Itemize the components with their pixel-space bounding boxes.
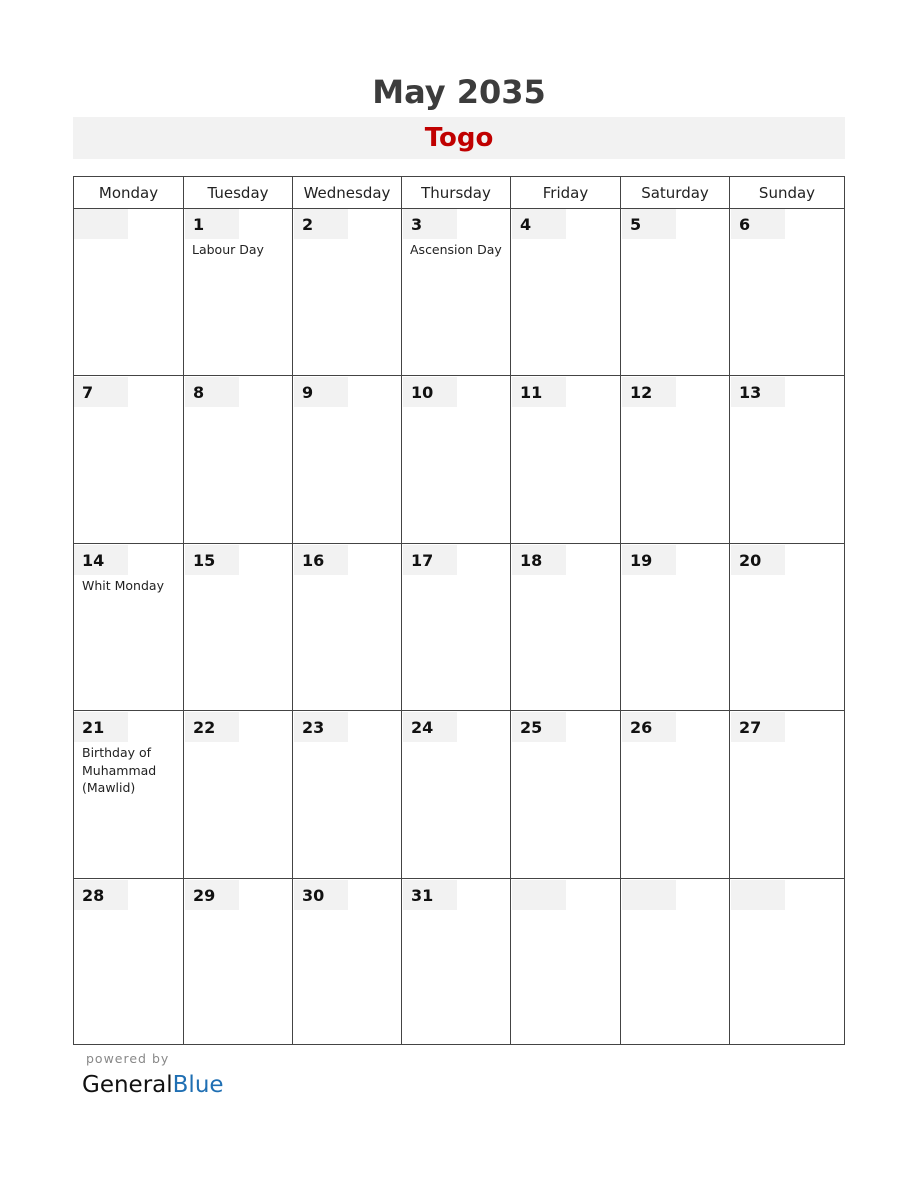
- day-number: 15: [185, 545, 239, 575]
- day-number: 19: [622, 545, 676, 575]
- day-number: 21: [74, 712, 128, 742]
- powered-by-label: powered by: [86, 1051, 170, 1066]
- day-cell-23[interactable]: [292, 710, 401, 877]
- day-number: 1: [185, 209, 239, 239]
- day-number: [512, 880, 566, 910]
- day-number: 29: [185, 880, 239, 910]
- empty-day-cell[interactable]: [74, 208, 183, 375]
- generalblue-logo[interactable]: [82, 1068, 382, 1102]
- day-cell-3[interactable]: [401, 208, 510, 375]
- day-cell-27[interactable]: [729, 710, 844, 877]
- day-number: [74, 209, 128, 239]
- day-number: 24: [403, 712, 457, 742]
- weekday-sunday: Sunday: [729, 177, 844, 208]
- day-cell-8[interactable]: [183, 375, 292, 542]
- day-cell-18[interactable]: [510, 543, 620, 710]
- day-number: 13: [731, 377, 785, 407]
- day-number: [731, 880, 785, 910]
- day-number: 10: [403, 377, 457, 407]
- weekday-saturday: Saturday: [620, 177, 729, 208]
- day-cell-9[interactable]: [292, 375, 401, 542]
- day-cell-4[interactable]: [510, 208, 620, 375]
- day-cell-25[interactable]: [510, 710, 620, 877]
- day-cell-24[interactable]: [401, 710, 510, 877]
- empty-day-cell[interactable]: [510, 878, 620, 1045]
- day-number: 23: [294, 712, 348, 742]
- day-cell-5[interactable]: [620, 208, 729, 375]
- day-number: 8: [185, 377, 239, 407]
- day-cell-29[interactable]: [183, 878, 292, 1045]
- day-number: [622, 880, 676, 910]
- day-number: 6: [731, 209, 785, 239]
- day-cell-2[interactable]: [292, 208, 401, 375]
- day-number: 14: [74, 545, 128, 575]
- weekday-header-row: [74, 177, 844, 209]
- day-number: 5: [622, 209, 676, 239]
- day-number: 9: [294, 377, 348, 407]
- day-cell-12[interactable]: [620, 375, 729, 542]
- day-number: 3: [403, 209, 457, 239]
- day-number: 17: [403, 545, 457, 575]
- day-number: 7: [74, 377, 128, 407]
- holiday-label: Whit Monday: [82, 577, 164, 593]
- empty-day-cell[interactable]: [620, 878, 729, 1045]
- day-number: 30: [294, 880, 348, 910]
- brand-general: General: [82, 1072, 173, 1098]
- day-cell-28[interactable]: [74, 878, 183, 1045]
- day-number: 26: [622, 712, 676, 742]
- day-number: 25: [512, 712, 566, 742]
- day-cell-17[interactable]: [401, 543, 510, 710]
- day-number: 28: [74, 880, 128, 910]
- weekday-friday: Friday: [510, 177, 620, 208]
- weekday-thursday: Thursday: [401, 177, 510, 208]
- day-cell-21[interactable]: [74, 710, 183, 877]
- day-cell-22[interactable]: [183, 710, 292, 877]
- weekday-tuesday: Tuesday: [183, 177, 292, 208]
- day-number: 31: [403, 880, 457, 910]
- day-cell-20[interactable]: [729, 543, 844, 710]
- day-number: 22: [185, 712, 239, 742]
- day-cell-26[interactable]: [620, 710, 729, 877]
- day-number: 16: [294, 545, 348, 575]
- weekday-wednesday: Wednesday: [292, 177, 401, 208]
- holiday-label: Ascension Day: [410, 242, 502, 257]
- day-cell-10[interactable]: [401, 375, 510, 542]
- country-name: Togo: [424, 123, 494, 153]
- page-title: May 2035: [372, 73, 546, 111]
- holiday-label: Labour Day: [192, 242, 264, 257]
- day-cell-14[interactable]: [74, 543, 183, 710]
- day-cell-31[interactable]: [401, 878, 510, 1045]
- holiday-label: Birthday of Muhammad (Mawlid): [82, 745, 157, 796]
- day-number: 12: [622, 377, 676, 407]
- day-cell-7[interactable]: [74, 375, 183, 542]
- day-number: 27: [731, 712, 785, 742]
- day-cell-16[interactable]: [292, 543, 401, 710]
- day-cell-19[interactable]: [620, 543, 729, 710]
- day-cell-1[interactable]: [183, 208, 292, 375]
- day-cell-11[interactable]: [510, 375, 620, 542]
- brand-blue: Blue: [172, 1072, 224, 1098]
- day-number: 2: [294, 209, 348, 239]
- day-number: 11: [512, 377, 566, 407]
- day-cell-15[interactable]: [183, 543, 292, 710]
- day-cell-6[interactable]: [729, 208, 844, 375]
- day-number: 18: [512, 545, 566, 575]
- footer: [82, 1050, 382, 1102]
- calendar-grid: [73, 176, 845, 1045]
- day-cell-30[interactable]: [292, 878, 401, 1045]
- country-banner: [73, 117, 845, 159]
- empty-day-cell[interactable]: [729, 878, 844, 1045]
- day-cell-13[interactable]: [729, 375, 844, 542]
- weekday-monday: Monday: [98, 184, 159, 202]
- day-number: 20: [731, 545, 785, 575]
- day-number: 4: [512, 209, 566, 239]
